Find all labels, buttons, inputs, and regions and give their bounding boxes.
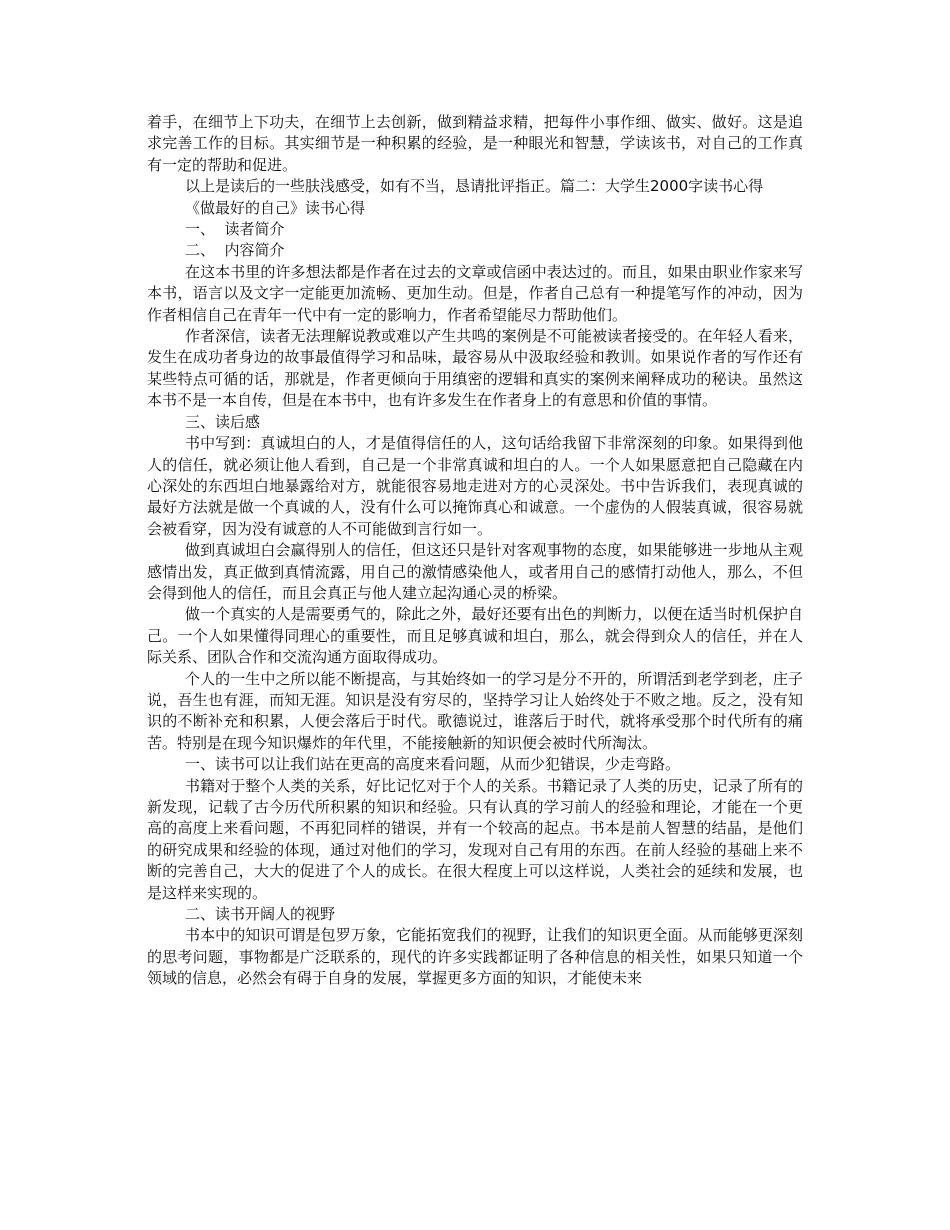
section-heading: 二、读书开阔人的视野: [185, 905, 336, 924]
paragraph: 做到真诚坦白会赢得别人的信任，但这还只是针对客观事物的态度，如果能够进一步地从主观感情出发，真正做到真情流露，用自己的激情感染他人，或者用自己的感情打动他人，那么，不但会得到他人的信任，而且会真正与他人建立起沟通心灵的桥梁。: [147, 541, 803, 602]
paragraph: 书本中的知识可谓是包罗万象，它能拓宽我们的视野，让我们的知识更全面。从而能够更深刻的思考问题，事物都是广泛联系的，现代的许多实践都证明了各种信息的相关性，如果只知道一个领域的信息，必然会有碍于自身的发展，掌握更多方面的知识，才能使未来: [147, 926, 803, 988]
section-title: 《做最好的自己》读书心得: [185, 198, 366, 217]
paragraph: 在这本书里的许多想法都是作者在过去的文章或信函中表达过的。而且，如果由职业作家来写本书，语言以及文字一定能更加流畅、更加生动。但是，作者自己总有一种提笔写作的冲动，因为作者相信自己在青年一代中有一定的影响力，作者希望能尽力帮助他们。: [147, 262, 803, 324]
paragraph: 以上是读后的一些肤浅感受，如有不当，恳请批评指正。篇二：大学生2000字读书心得: [185, 177, 764, 196]
section-heading: 一、读书可以让我们站在更高的高度来看问题，从而少犯错误，少走弯路。: [185, 755, 681, 774]
paragraph: 个人的一生中之所以能不断提高，与其始终如一的学习是分不开的，所谓活到老学到老，庄子说，吾生也有涯，而知无涯。知识是没有穷尽的，坚持学习让人始终处于不败之地。反之，没有知识的不断补充和积累，人便会落后于时代。歌德说过，谁落后于时代，就将承受那个时代所有的痛苦。特别是在现今知识爆炸的年代里，不能接触新的知识便会被时代所淘汰。: [147, 669, 803, 752]
outline-item: 二、 内容简介: [185, 241, 285, 260]
section-heading: 三、读后感: [185, 412, 261, 431]
document-page: [147, 112, 803, 990]
paragraph: 作者深信，读者无法理解说教或难以产生共鸣的案例是不可能被读者接受的。在年轻人看来，发生在成功者身边的故事最值得学习和品味，最容易从中汲取经验和教训。如果说作者的写作还有某些特点可循的话，那就是，作者更倾向于用缜密的逻辑和真实的案例来阐释成功的秘诀。虽然这本书不是一本自传，但是在本书中，也有许多发生在作者身上的有意思和价值的事情。: [147, 327, 803, 410]
paragraph: 着手，在细节上下功夫，在细节上去创新，做到精益求精，把每件小事作细、做实、做好。这是追求完善工作的目标。其实细节是一种积累的经验，是一种眼光和智慧，学读该书，对自己的工作真有一定的帮助和促进。: [147, 113, 803, 174]
paragraph: 书籍对于整个人类的关系，好比记忆对于个人的关系。书籍记录了人类的历史，记录了所有的新发现，记载了古今历代所积累的知识和经验。只有认真的学习前人的经验和理论，才能在一个更高的高度上来看问题，不再犯同样的错误，并有一个较高的起点。书本是前人智慧的结晶，是他们的研究成果和经验的体现，通过对他们的学习，发现对自己有用的东西。在前人经验的基础上来不断的完善自己，大大的促进了个人的成长。在很大程度上可以这样说，人类社会的延续和发展，也是这样来实现的。: [147, 776, 803, 902]
paragraph: 做一个真实的人是需要勇气的，除此之外，最好还要有出色的判断力，以便在适当时机保护自己。一个人如果懂得同理心的重要性，而且足够真诚和坦白，那么，就会得到众人的信任，并在人际关系、团队合作和交流沟通方面取得成功。: [147, 605, 803, 667]
outline-item: 一、 读者简介: [185, 220, 285, 239]
paragraph: 书中写到：真诚坦白的人，才是值得信任的人，这句话给我留下非常深刻的印象。如果得到他人的信任，就必须让他人看到，自己是一个非常真诚和坦白的人。一个人如果愿意把自己隐藏在内心深处的东西坦白地暴露给对方，就能很容易地走进对方的心灵深处。书中告诉我们，表现真诚的最好方法就是做一个真诚的人，没有什么可以掩饰真心和诚意。一个虚伪的人假装真诚，很容易就会被看穿，因为没有诚意的人不可能做到言行如一。: [147, 434, 803, 538]
